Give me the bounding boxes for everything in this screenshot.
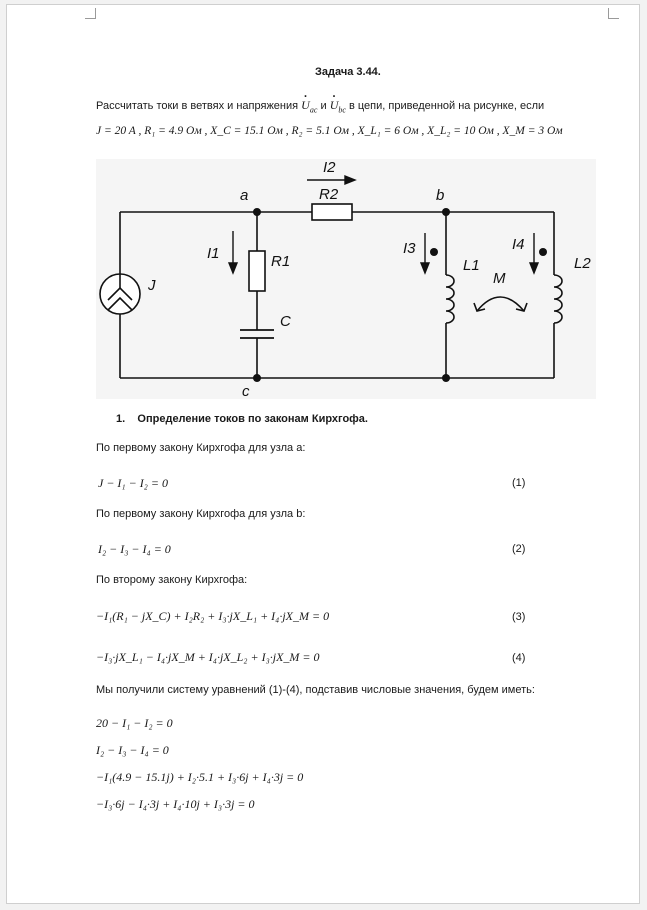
- crop-mark-top-right: [608, 8, 619, 19]
- equation-4-number: (4): [512, 652, 526, 664]
- arrow-I3-head: [421, 263, 429, 273]
- current-source-J: [100, 274, 140, 314]
- crop-mark-top-left: [85, 8, 96, 19]
- given-XL2: X_L₂ = 10 Ом ,: [427, 125, 500, 137]
- section-heading: [116, 413, 368, 425]
- arrow-I1-head: [229, 263, 237, 273]
- system-eq-1: 20 − I₁ − I₂ = 0: [96, 716, 173, 730]
- equation-2-number: (2): [512, 543, 526, 555]
- node-b: [442, 208, 450, 216]
- l1-polarity-dot: [430, 248, 438, 256]
- label-I4: I4: [512, 236, 525, 253]
- label-C: C: [280, 313, 291, 330]
- label-I3: I3: [403, 240, 416, 257]
- kcl-a-label: По первому закону Кирхгофа для узла a:: [96, 442, 306, 454]
- label-c: c: [242, 383, 250, 399]
- section-text: Определение токов по законам Кирхгофа.: [137, 413, 368, 425]
- equation-3-number: (3): [512, 611, 526, 623]
- given-J: J = 20 A ,: [96, 125, 142, 137]
- label-R1: R1: [271, 253, 291, 270]
- inductor-L1: [446, 275, 454, 323]
- given-values: [96, 125, 563, 137]
- equation-2: I₂ − I₃ − I₄ = 0: [98, 542, 171, 556]
- label-M: M: [493, 270, 506, 287]
- kvl-label: По второму закону Кирхгофа:: [96, 574, 248, 586]
- u-ac: · $U_{ac}$: [301, 98, 317, 112]
- arrow-I2-head: [345, 176, 355, 184]
- given-R2: R₂ = 5.1 Ом ,: [291, 125, 355, 137]
- intro-line: [96, 98, 544, 114]
- given-XL1: X_L₁ = 6 Ом ,: [357, 125, 425, 137]
- system-eq-4: −I₃·6j − I₄·3j + I₄·10j + I₃·3j = 0: [96, 797, 255, 811]
- intro-prefix: Рассчитать токи в ветвях и напряжения: [96, 100, 299, 112]
- equation-4: −I₃·jX_L₁ − I₄·jX_M + I₄·jX_L₂ + I₃·jX_M = 0: [96, 650, 320, 664]
- system-eq-3: −I₁(4.9 − 15.1j) + I₂·5.1 + I₃·6j + I₄·3j = 0: [96, 770, 304, 784]
- circuit-diagram: [96, 159, 596, 399]
- resistor-R1: [249, 251, 265, 291]
- kcl-b-label: По первому закону Кирхгофа для узла b:: [96, 508, 306, 520]
- mutual-inductance-arrow: [474, 297, 527, 311]
- given-XM: X_M = 3 Ом: [502, 125, 563, 137]
- label-I2: I2: [323, 159, 336, 176]
- section-number: 1.: [116, 413, 126, 425]
- label-R2: R2: [319, 186, 339, 203]
- l2-polarity-dot: [539, 248, 547, 256]
- task-title: Задача 3.44.: [315, 66, 381, 78]
- equation-1: J − I₁ − I₂ = 0: [98, 476, 168, 490]
- given-XC: X_C = 15.1 Ом ,: [210, 125, 289, 137]
- intro-suffix: в цепи, приведенной на рисунке, если: [348, 100, 545, 112]
- arrow-I4-head: [530, 263, 538, 273]
- u-bc: · $U_{bc}$: [330, 98, 346, 112]
- equation-1-number: (1): [512, 477, 526, 489]
- system-eq-2: I₂ − I₃ − I₄ = 0: [96, 743, 169, 757]
- given-R1: R₁ = 4.9 Ом ,: [144, 125, 208, 137]
- system-label: Мы получили систему уравнений (1)-(4), подставив числовые значения, будем иметь:: [96, 684, 535, 696]
- node-a: [253, 208, 261, 216]
- label-b: b: [436, 187, 445, 204]
- node-c-left: [253, 374, 261, 382]
- capacitor-C: [240, 330, 274, 338]
- document-page: [6, 4, 640, 904]
- node-c-right: [442, 374, 450, 382]
- label-a: a: [240, 187, 249, 204]
- label-L1: L1: [463, 257, 480, 274]
- label-I1: I1: [207, 245, 220, 262]
- label-L2: L2: [574, 255, 591, 272]
- intro-and: и: [320, 100, 327, 112]
- equation-3: −I₁(R₁ − jX_C) + I₂R₂ + I₃·jX_L₁ + I₄·jX_M = 0: [96, 609, 330, 623]
- label-J: J: [148, 277, 156, 294]
- inductor-L2: [554, 275, 562, 323]
- resistor-R2: [312, 204, 352, 220]
